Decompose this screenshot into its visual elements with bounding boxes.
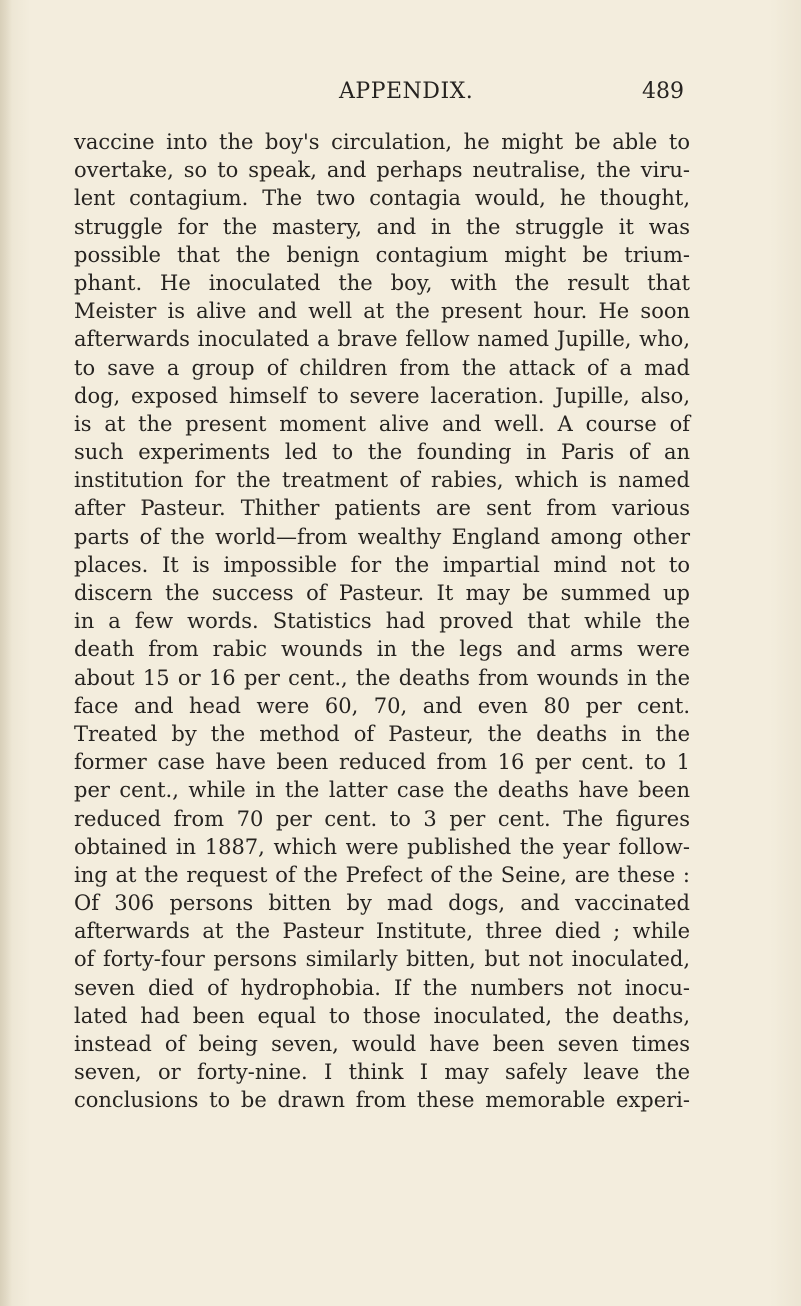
text-line: former case have been reduced from 16 per cent. to 1 [74,750,690,775]
text-line: in a few words. Statistics had proved that while the [74,609,690,634]
body-paragraph [74,128,690,1115]
text-line: of forty-four persons similarly bitten, but not inoculated, [74,947,690,972]
text-line: Meister is alive and well at the present hour. He soon [74,299,690,324]
text-line: places. It is impossible for the impartial mind not to [74,552,690,577]
text-line: overtake, so to speak, and perhaps neutralise, the viru- [74,158,690,183]
text-line: afterwards at the Pasteur Institute, three died ; while [74,919,690,944]
text-line: after Pasteur. Thither patients are sent from various [74,496,690,521]
page-header [0,76,801,108]
text-line: such experiments led to the founding in Paris of an [74,440,690,465]
text-line: struggle for the mastery, and in the struggle it was [74,214,690,239]
text-line: vaccine into the boy's circulation, he might be able to [74,130,690,154]
text-line: possible that the benign contagium might be trium- [74,242,690,267]
text-line: is at the present moment alive and well. A course of [74,411,690,436]
text-line: lent contagium. The two contagia would, he thought, [74,186,690,211]
text-line: institution for the treatment of rabies, which is named [74,468,690,493]
text-line: to save a group of children from the attack of a mad [74,355,690,380]
text-line: lated had been equal to those inoculated, the deaths, [74,1003,690,1028]
text-line: seven, or forty-nine. I think I may safely leave the [74,1060,690,1085]
running-head: APPENDIX. [339,79,474,104]
text-line: dog, exposed himself to severe laceration. Jupille, also, [74,383,690,408]
text-line: seven died of hydrophobia. If the numbers not inocu- [74,975,690,1000]
text-line: Treated by the method of Pasteur, the deaths in the [74,721,690,746]
text-line: face and head were 60, 70, and even 80 per cent. [74,693,690,718]
text-line: discern the success of Pasteur. It may be summed up [74,581,690,605]
text-line: obtained in 1887, which were published the year follow- [74,834,690,859]
text-line: ing at the request of the Prefect of the Seine, are these : [74,862,690,887]
text-line: death from rabic wounds in the legs and arms were [74,637,690,662]
text-line: reduced from 70 per cent. to 3 per cent. The figures [74,806,690,831]
text-line: conclusions to be drawn from these memorable experi- [74,1088,690,1113]
text-line: instead of being seven, would have been seven times [74,1032,690,1056]
text-line: about 15 or 16 per cent., the deaths from wounds in the [74,665,690,690]
text-line: afterwards inoculated a brave fellow named Jupille, who, [74,327,690,352]
text-line: Of 306 persons bitten by mad dogs, and vaccinated [74,891,690,916]
text-line: per cent., while in the latter case the deaths have been [74,778,690,803]
page-number: 489 [642,79,684,104]
text-line: parts of the world—from wealthy England among other [74,524,690,549]
text-line: phant. He inoculated the boy, with the result that [74,270,690,295]
page-gutter-shadow [0,0,12,1306]
